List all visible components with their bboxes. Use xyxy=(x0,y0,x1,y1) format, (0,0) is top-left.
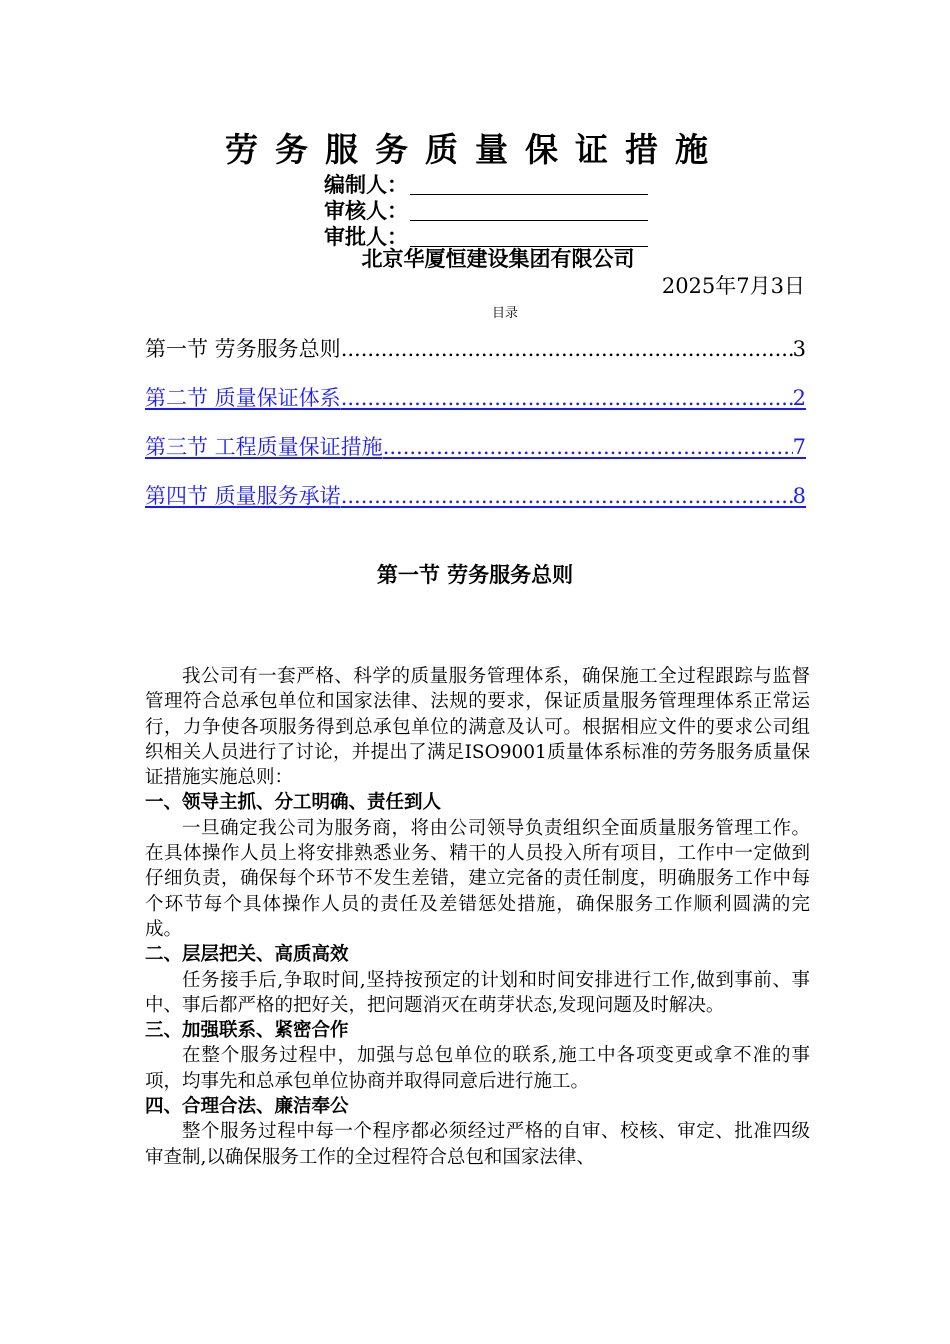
signature-label: 编制人： xyxy=(324,173,408,197)
subheading-3: 三、加强联系、紧密合作 xyxy=(145,1020,349,1042)
toc-entry-title[interactable]: 第三节 工程质量保证措施 xyxy=(145,435,383,459)
toc-entry-title[interactable]: 第四节 质量服务承诺 xyxy=(145,484,341,508)
intro-paragraph: 我公司有一套严格、科学的质量服务管理体系，确保施工全过程跟踪与监督管理符合总承包单位和国家法律、法规的要求，保证质量服务管理理体系正常运行，力争使各项服务得到总承包单位的满意及认可。根据相应文件的要求公司组织相关人员进行了讨论，并提出了满足ISO9001质量体系标准的劳务服务质量保证措施实施总则： xyxy=(145,666,810,789)
table-of-contents xyxy=(145,334,806,530)
document-date: 2025年7月3日 xyxy=(661,274,805,298)
company-name: 北京华厦恒建设集团有限公司 xyxy=(361,247,635,271)
signature-label: 审批人： xyxy=(324,225,408,249)
toc-heading: 目录 xyxy=(491,306,518,321)
toc-entry-page[interactable]: 2 xyxy=(792,386,806,410)
toc-leader[interactable] xyxy=(341,481,793,511)
toc-entry-page[interactable]: 8 xyxy=(792,484,806,508)
signature-line-reviewer xyxy=(324,198,648,224)
document-title: 劳务服务质量保证措施 xyxy=(225,130,725,169)
toc-entry-page[interactable]: 7 xyxy=(792,435,806,459)
toc-leader[interactable] xyxy=(383,432,793,462)
signature-blank xyxy=(410,219,648,221)
toc-entry-3-link[interactable] xyxy=(145,432,806,481)
paragraph-1: 一旦确定我公司为服务商，将由公司领导负责组织全面质量服务管理工作。在具体操作人员上将安排熟悉业务、精干的人员投入所有项目，工作中一定做到仔细负责，确保每个环节不发生差错，建立完备的责任制度，明确服务工作中每个环节每个具体操作人员的责任及差错惩处措施，确保服务工作顺利圆满的完成。 xyxy=(145,817,810,940)
toc-leader xyxy=(341,334,793,364)
subheading-1: 一、领导主抓、分工明确、责任到人 xyxy=(145,792,442,814)
signature-line-compiler xyxy=(324,172,648,198)
section-body xyxy=(145,664,810,1170)
toc-entry-2-link[interactable] xyxy=(145,383,806,432)
toc-entry-title: 第一节 劳务服务总则 xyxy=(145,337,341,361)
subheading-4: 四、合理合法、廉洁奉公 xyxy=(145,1096,349,1118)
toc-entry-1 xyxy=(145,334,806,383)
paragraph-3: 在整个服务过程中，加强与总包单位的联系,施工中各项变更或拿不准的事项，均事先和总承包单位协商并取得同意后进行施工。 xyxy=(145,1045,810,1092)
toc-entry-4-link[interactable] xyxy=(145,481,806,530)
toc-entry-page: 3 xyxy=(792,337,806,361)
signature-label: 审核人： xyxy=(324,199,408,223)
paragraph-2: 任务接手后,争取时间,坚持按预定的计划和时间安排进行工作,做到事前、事中、事后都严格的把好关，把问题消灭在萌芽状态,发现问题及时解决。 xyxy=(145,969,810,1016)
paragraph-4: 整个服务过程中每一个程序都必须经过严格的自审、校核、审定、批准四级审查制,以确保服务工作的全过程符合总包和国家法律、 xyxy=(145,1121,810,1168)
signature-blank xyxy=(410,193,648,195)
toc-leader[interactable] xyxy=(341,383,793,413)
toc-entry-title[interactable]: 第二节 质量保证体系 xyxy=(145,386,341,410)
section-title: 第一节 劳务服务总则 xyxy=(376,563,574,587)
subheading-2: 二、层层把关、高质高效 xyxy=(145,944,349,966)
